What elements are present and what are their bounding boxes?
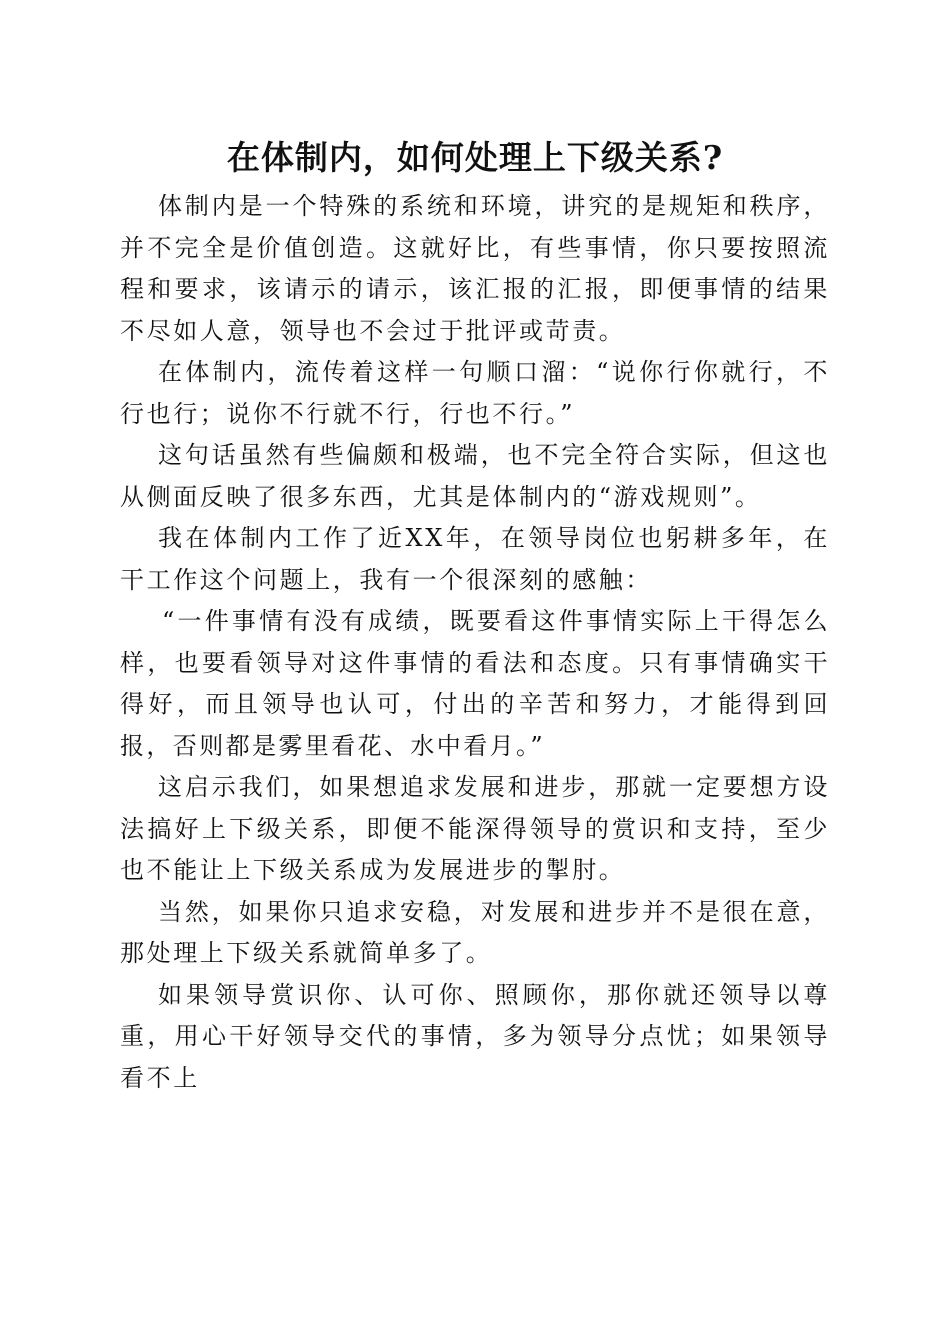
document-body	[120, 186, 830, 1099]
quote-paragraph: “一件事情有没有成绩，既要看这件事情实际上干得怎么样，也要看领导对这件事情的看法和态度。只有事情确实干得好，而且领导也认可，付出的辛苦和努力，才能得到回报，否则都是雾里看花、水中看月。”	[120, 607, 830, 760]
paragraph: 如果领导赏识你、认可你、照顾你，那你就还领导以尊重，用心干好领导交代的事情，多为领导分点忧；如果领导看不上	[120, 980, 830, 1092]
paragraph: 我在体制内工作了近XX年，在领导岗位也躬耕多年，在干工作这个问题上，我有一个很深刻的感触：	[120, 524, 830, 594]
paragraph: 在体制内，流传着这样一句顺口溜：“说你行你就行，不行也行；说你不行就不行，行也不行。”	[120, 358, 830, 428]
document-title: 在体制内，如何处理上下级关系?	[226, 138, 724, 177]
paragraph: 这句话虽然有些偏颇和极端，也不完全符合实际，但这也从侧面反映了很多东西，尤其是体制内的“游戏规则”。	[120, 441, 830, 511]
paragraph: 体制内是一个特殊的系统和环境，讲究的是规矩和秩序，并不完全是价值创造。这就好比，有些事情，你只要按照流程和要求，该请示的请示，该汇报的汇报，即便事情的结果不尽如人意，领导也不会过于批评或苛责。	[120, 192, 830, 345]
paragraph: 当然，如果你只追求安稳，对发展和进步并不是很在意，那处理上下级关系就简单多了。	[120, 897, 830, 967]
paragraph: 这启示我们，如果想追求发展和进步，那就一定要想方设法搞好上下级关系，即便不能深得领导的赏识和支持，至少也不能让上下级关系成为发展进步的掣肘。	[120, 773, 830, 884]
